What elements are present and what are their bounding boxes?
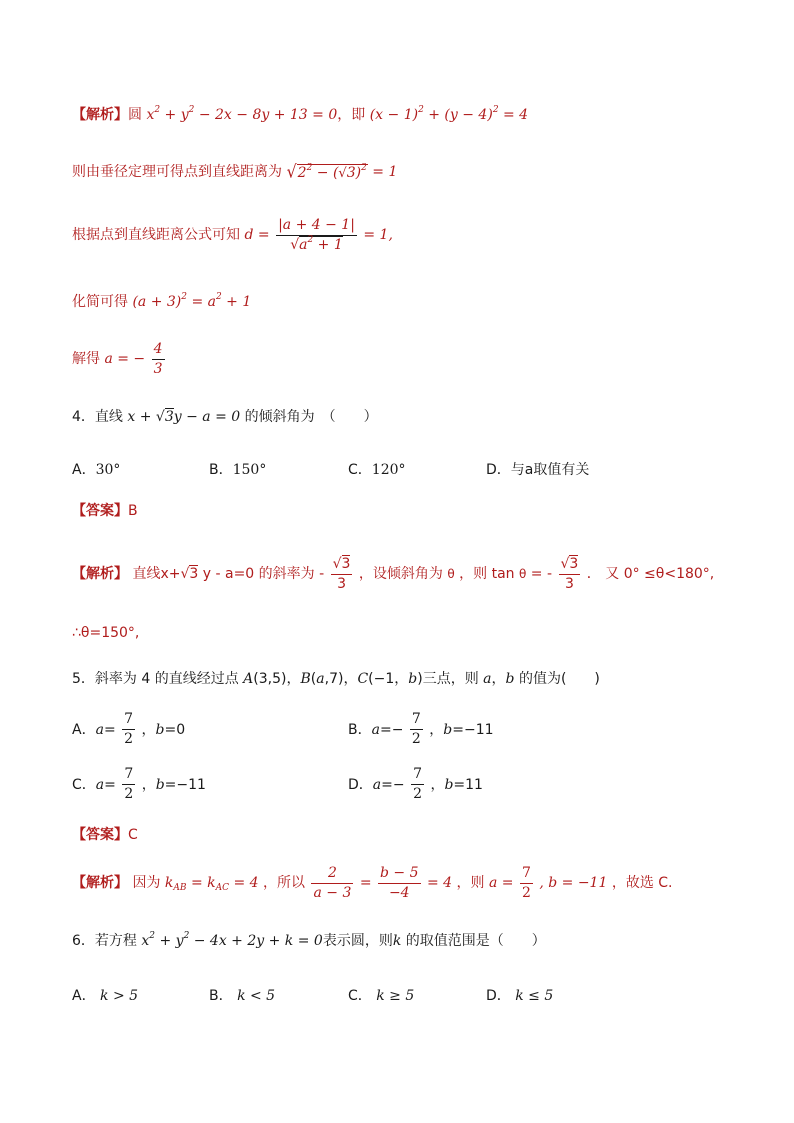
circle-standard-equation: $(x - 1)^2 + (y - 4)^2 = 4$ [369,105,529,123]
distance-formula-math: d = [244,227,270,244]
q5-answer-value: C [128,827,138,843]
answer-tag: 【答案】 [72,503,128,519]
q4-prefix: 4．直线 [72,409,123,425]
q4-analysis-line: 【解析】 直线x+√3 y - a=0 的斜率为 - $\frac{√3}{3}$ ，设倾斜角为 θ ，则 tan θ = - $\frac{√3}{3}$ ． 又 0° ≤θ<180°, [72,556,715,592]
q6-option-c[interactable]: C． k ≥ 5 [348,988,415,1004]
solve-text: 解得 [72,351,100,368]
analysis-line-simplify [72,292,252,310]
circle-prefix: 圆 [128,107,142,123]
q4-conclusion: ∴θ=150°, [72,625,140,641]
q6-equation: $x^2 + y^2 - 4x + 2y + k = 0$ [141,931,323,949]
q5-option-c[interactable]: C．a= $\frac{7}{2}$ ，b=−11 [72,766,206,802]
q5-analysis-line: 【解析】 因为 $k_{AB} = k_{AC} = 4$ ，所以 $\frac{2}{a - 3}$ = $\frac{b - 5}{-4}$ = 4 ，则 a = $\frac{7}{2}$ , b = −11 ，故选 C. [72,865,673,901]
analysis-line-circle-equation [72,105,529,123]
analysis-line-distance-formula: 根据点到直线距离公式可知 d = $\frac{|a + 4 - 1|}{√a^2 + 1}$ = 1, [72,217,393,253]
circle-general-equation: $x^2 + y^2 - 2x - 8y + 13 = 0$ [146,105,338,123]
question-4-stem [72,410,378,424]
q5-option-d[interactable]: D．a=− $\frac{7}{2}$ ，b=11 [348,766,483,802]
q5-option-b[interactable]: B．a=− $\frac{7}{2}$ ，b=−11 [348,711,494,747]
q6-option-a[interactable]: A． k > 5 [72,988,139,1004]
q4-line-equation: x + √3y − a = 0 [127,409,241,425]
analysis-tag: 【解析】 [72,107,128,123]
simplify-math: $(a + 3)^2 = a^2 + 1$ [132,292,252,310]
q6-option-b[interactable]: B． k < 5 [209,988,276,1004]
q6-suffix: 表示圆，则k 的取值范围是（ ） [322,933,546,949]
simplify-text: 化简可得 [72,294,128,310]
solve-fraction: $\frac{4}{3}$ [153,341,163,377]
q4-option-d[interactable]: D．与a取值有关 [486,462,590,478]
q5-answer-line: 【答案】C [72,827,138,843]
q5-option-a[interactable]: A．a= $\frac{7}{2}$ ，b=0 [72,711,186,747]
q4-suffix: 的倾斜角为 （ ） [244,409,378,425]
question-5-stem: 5．斜率为 4 的直线经过点 A(3,5)，B(a,7)，C(−1，b)三点，则 a，b 的值为( ) [72,671,600,687]
question-6-stem [72,931,546,949]
chord-distance-math: √ $2^2 - (√3)^2$ [286,161,367,182]
q4-option-c[interactable]: C．120° [348,462,406,478]
chord-distance-text: 则由垂径定理可得点到直线距离为 [72,164,282,180]
q4-option-b[interactable]: B．150° [209,462,267,478]
analysis-line-chord-distance: 则由垂径定理可得点到直线距离为 √ $2^2 - (√3)^2$ = 1 [72,161,398,182]
q4-option-a[interactable]: A．30° [72,462,121,478]
q4-answer-value: B [128,503,138,519]
q6-option-d[interactable]: D． k ≤ 5 [486,988,554,1004]
q6-prefix: 6．若方程 [72,933,137,949]
circle-separator: ，即 [337,107,366,123]
distance-formula-text: 根据点到直线距离公式可知 [72,227,240,244]
analysis-line-solve: 解得 a = − $\frac{4}{3}$ [72,341,163,377]
q4-answer-line [72,504,138,518]
